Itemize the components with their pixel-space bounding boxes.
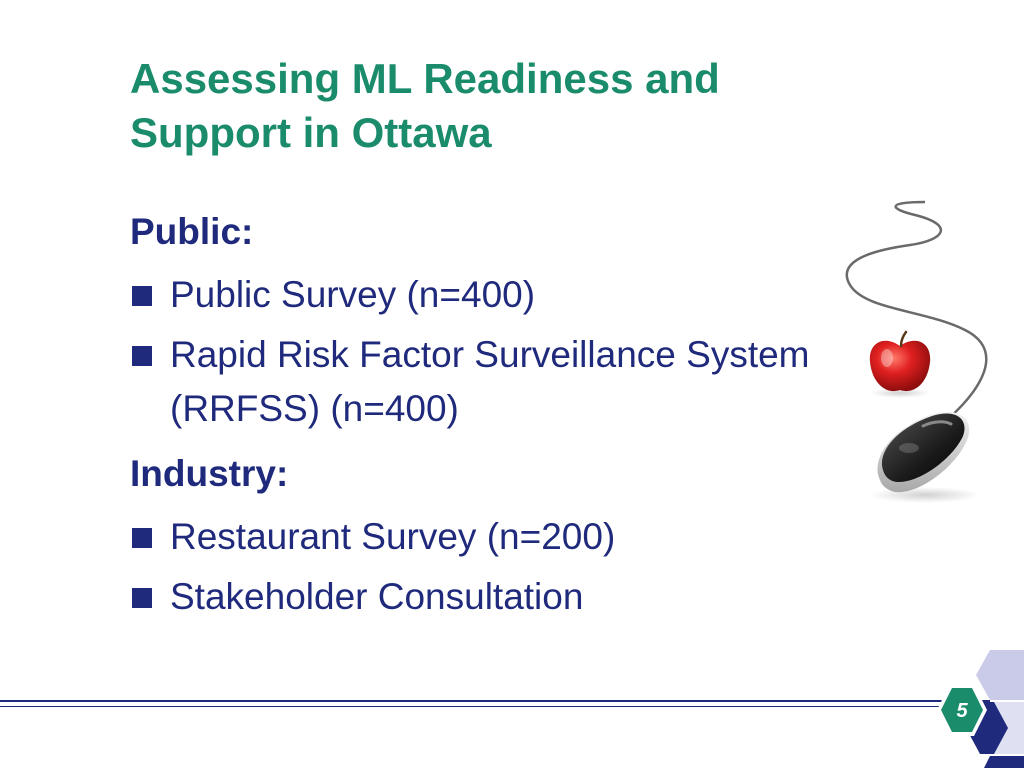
footer-rule-top xyxy=(0,700,990,702)
bullet-item xyxy=(130,328,830,436)
bullet-text: Public Survey (n=400) xyxy=(170,274,536,315)
bullet-text: Stakeholder Consultation xyxy=(170,576,584,617)
apple-mouse-icon xyxy=(835,190,1015,510)
bullet-item xyxy=(130,510,830,564)
square-bullet-icon xyxy=(132,346,152,366)
bullet-item xyxy=(130,268,830,322)
square-bullet-icon xyxy=(132,286,152,306)
footer-rule-bottom xyxy=(0,706,945,707)
bullet-item xyxy=(130,570,830,624)
square-bullet-icon xyxy=(132,588,152,608)
section-heading-public: Public: xyxy=(130,211,254,252)
section-heading-industry: Industry: xyxy=(130,453,289,494)
slide-content xyxy=(130,210,830,640)
public-bullet-list xyxy=(130,268,830,436)
bullet-text: Rapid Risk Factor Surveillance System (RRFSS) (n=400) xyxy=(170,334,810,429)
page-number: 5 xyxy=(956,699,968,722)
square-bullet-icon xyxy=(132,528,152,548)
bullet-text: Restaurant Survey (n=200) xyxy=(170,516,616,557)
industry-bullet-list xyxy=(130,510,830,624)
slide-title: Assessing ML Readiness and Support in Ottawa xyxy=(130,55,720,156)
